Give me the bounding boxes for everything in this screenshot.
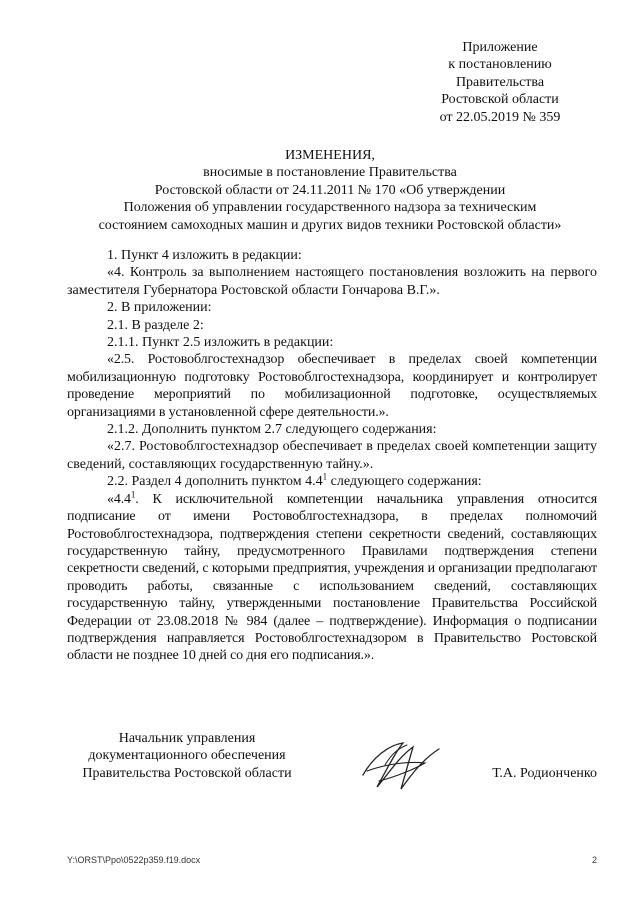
paragraph-7: 2.1.2. Дополнить пунктом 2.7 следующего содержания: <box>107 422 437 438</box>
paragraph-1: 1. Пункт 4 изложить в редакции: <box>107 248 302 263</box>
title-line: состоянием самоходных машин и других видов техники Ростовской области» <box>98 217 562 233</box>
signer-position-line: Начальник управления <box>118 731 256 746</box>
paragraph-10-text-end: . К исключительной компетенции начальника управления относится подписание от имени Ростовоблгостехнадзора, в пределах полномочий Ростовоблгостехнадзора, подтверждения степени секретности сведений, составляющих государственную тайну, предусмотренного Правилами подтверждения степени секретности сведений, с которыми предприятия, учреждения и организации предполагают проводить работы, связанные с использованием сведений, составляющих государственную тайну, утвержденными постановление Правительства Российской Федерации от 23.08.2018 № 984 (далее – подтверждение). Информация о подписании подтверждения направляется Ростовоблгостехнадзором в Правительство Ростовской области не позднее 10 дней со дня его подписания.». <box>67 491 597 664</box>
signer-position-line: Правительства Ростовской области <box>82 765 292 781</box>
paragraph-4: 2.1. В разделе 2: <box>107 317 204 333</box>
paragraph-9-superscript: 1 <box>322 471 328 482</box>
appendix-line: от 22.05.2019 № 359 <box>439 109 561 125</box>
appendix-line: Приложение <box>462 40 538 55</box>
document-title <box>60 147 600 234</box>
title-heading: ИЗМЕНЕНИЯ, <box>285 148 375 163</box>
title-line: Ростовской области от 24.11.2011 № 170 «Об утверждении <box>154 182 506 198</box>
signer-position <box>67 730 307 782</box>
paragraph-5: 2.1.1. Пункт 2.5 изложить в редакции: <box>107 335 334 351</box>
appendix-reference <box>400 39 600 126</box>
handwritten-signature <box>355 735 445 795</box>
paragraph-9-text-end: следующего содержания: <box>327 474 482 490</box>
paragraph-10-text: «4.4 <box>107 491 131 507</box>
paragraph-10-superscript: 1 <box>130 489 136 500</box>
signer-position-line: документационного обеспечения <box>88 748 286 764</box>
paragraph-9 <box>67 473 597 490</box>
appendix-line: к постановлению <box>448 57 552 73</box>
paragraph-6: «2.5. Ростовоблгостехнадзор обеспечивает в пределах своей компетенции мобилизационную подготовку Ростовоблгостехнадзора, координирует и контролирует проведение мероприятий по мобилизационной подготовке, осуществляемых организациями в установленной сфере деятельности.». <box>67 352 597 420</box>
appendix-line: Правительства <box>455 74 545 90</box>
paragraph-8: «2.7. Ростовоблгостехнадзор обеспечивает в пределах своей компетенции защиту сведений, составляющих государственную тайну.». <box>67 439 597 472</box>
title-line: вносимые в постановление Правительства <box>203 165 457 181</box>
paragraph-10 <box>67 491 597 665</box>
appendix-line: Ростовской области <box>441 92 559 108</box>
page-number: 2 <box>591 855 597 865</box>
title-line: Положения об управлении государственного надзора за техническим <box>123 200 537 216</box>
document-body <box>67 247 597 665</box>
paragraph-2: «4. Контроль за выполнением настоящего постановления возложить на первого заместителя Губернатора Ростовской области Гончарова В.Г.». <box>67 265 597 298</box>
file-path: Y:\ORST\Ppo\0522p359.f19.docx <box>67 855 201 865</box>
signee-name: Т.А. Родионченко <box>492 766 597 781</box>
paragraph-3: 2. В приложении: <box>107 300 212 316</box>
paragraph-9-text: 2.2. Раздел 4 дополнить пунктом 4.4 <box>107 474 323 490</box>
